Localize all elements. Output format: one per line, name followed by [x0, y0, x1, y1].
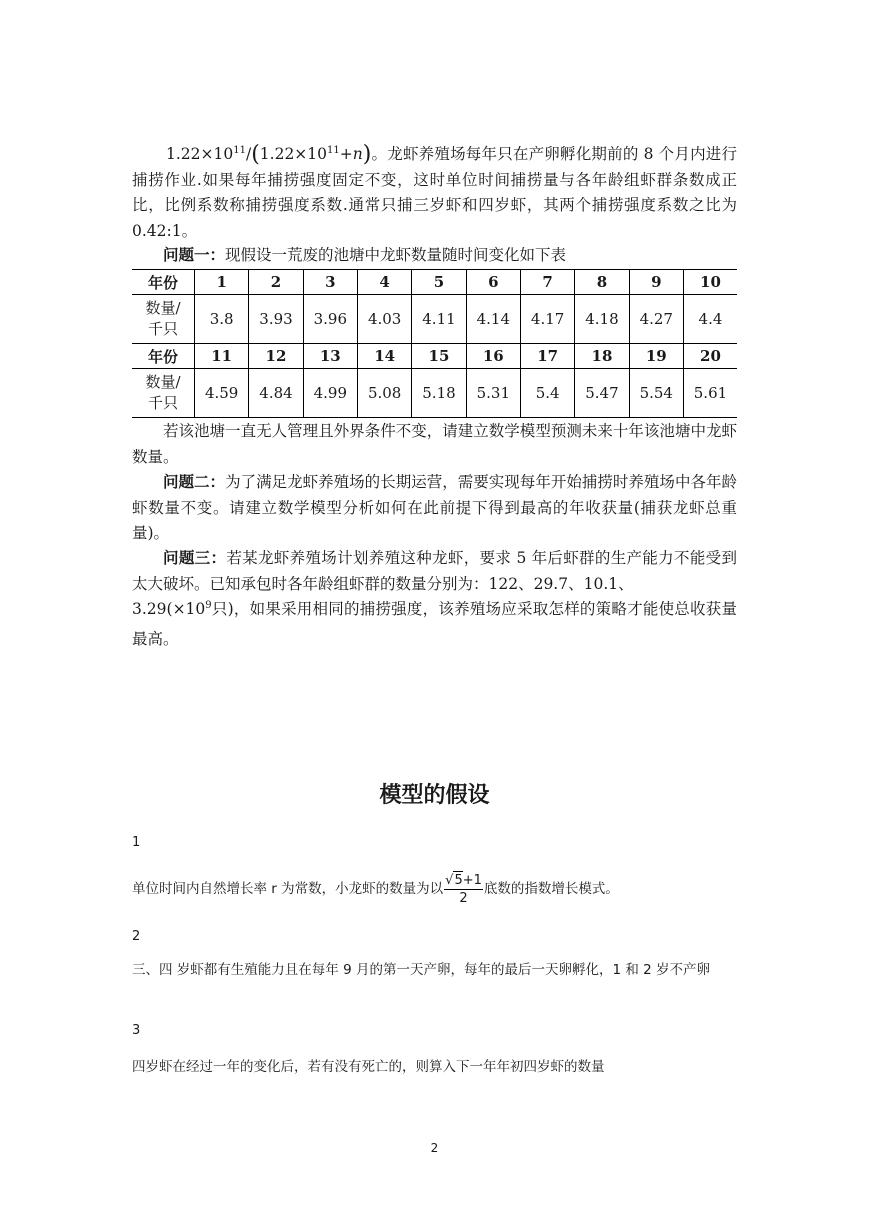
quantity-cell: 5.4 [520, 369, 574, 418]
after-table-paragraph: 若该池塘一直无人管理且外界条件不变，请建立数学模型预测未来十年该池塘中龙虾数量。 [132, 422, 737, 466]
quantity-cell: 3.96 [303, 295, 357, 344]
quantity-cell: 4.18 [575, 295, 629, 344]
golden-ratio-fraction [444, 871, 483, 907]
quantity-cell: 4.99 [303, 369, 357, 418]
question-3-continued [132, 594, 737, 654]
year-cell: 8 [575, 270, 629, 295]
formula-part: 1.22×10 [166, 145, 234, 163]
section-title: 模型的假设 [379, 783, 490, 808]
question-2 [132, 470, 737, 547]
quantity-cell: 4.4 [683, 295, 737, 344]
table-value-row [132, 295, 737, 344]
quantity-header-cell [132, 369, 195, 418]
year-cell: 5 [412, 270, 466, 295]
question-3-text-end: 只)，如果采用相同的捕捞强度，该养殖场应采取怎样的策略才能使总收获量最高。 [132, 600, 737, 648]
quantity-unit-line: 千只 [147, 394, 178, 412]
quantity-cell: 4.14 [466, 295, 520, 344]
assumption-number: 1 [132, 835, 141, 850]
assumption-1-text: 单位时间内自然增长率 r 为常数，小龙虾的数量为以 [132, 881, 444, 897]
quantity-cell: 5.18 [412, 369, 466, 418]
quantity-cell: 4.17 [520, 295, 574, 344]
quantity-header-cell [132, 295, 195, 344]
year-cell: 11 [195, 344, 249, 369]
quantity-cell: 5.61 [683, 369, 737, 418]
intro-rest-text: 行捕捞作业.如果每年捕捞强度固定不变，这时单位时间捕捞量与各年龄组虾群条数成正比，比例系数称捕捞强度系数.通常只捕三岁虾和四岁虾，其两个捕捞强度系数之比为 0.42:1。 [132, 145, 737, 240]
quantity-cell: 4.03 [357, 295, 411, 344]
year-cell: 18 [575, 344, 629, 369]
assumption-1-text-end: 底数的指数增长模式。 [483, 881, 619, 897]
year-cell: 13 [303, 344, 357, 369]
formula-plus: + [339, 145, 353, 163]
year-header-cell: 年份 [132, 344, 195, 369]
year-header-cell: 年份 [132, 270, 195, 295]
year-cell: 20 [683, 344, 737, 369]
question-1 [132, 243, 737, 269]
year-cell: 1 [195, 270, 249, 295]
year-cell: 7 [520, 270, 574, 295]
formula-part: 1.22×10 [259, 145, 328, 163]
assumption-3: 四岁虾在经过一年的变化后，若有没有死亡的，则算入下一年年初四岁虾的数量 [132, 1059, 605, 1075]
numerator-rest: +1 [462, 873, 482, 888]
quantity-cell: 3.93 [249, 295, 303, 344]
question-3-text: 若某龙虾养殖场计划养殖这种龙虾，要求 5 年后虾群的生产能力不能受到太大破坏。已知承包时各年龄组虾群的数量分别为：122、29.7、10.1、 [132, 549, 737, 593]
quantity-cell: 4.84 [249, 369, 303, 418]
year-cell: 3 [303, 270, 357, 295]
multiplier-exponent: 9 [205, 600, 212, 611]
intro-paragraph [132, 142, 737, 244]
year-cell: 15 [412, 344, 466, 369]
assumption-2: 三、四 岁虾都有生殖能力且在每年 9 月的第一天产卵，每年的最后一天卵孵化，1 和 2 岁不产卵 [132, 962, 711, 978]
year-cell: 12 [249, 344, 303, 369]
question-3-value: 3.29( [132, 600, 173, 618]
question-3-multiplier [173, 600, 212, 618]
quantity-cell: 4.11 [412, 295, 466, 344]
multiplier-base: ×10 [172, 600, 206, 618]
year-cell: 10 [683, 270, 737, 295]
year-cell: 9 [629, 270, 683, 295]
quantity-label-line: 数量/ [145, 299, 181, 317]
formula-variable: n [352, 145, 363, 163]
table-year-row [132, 344, 737, 369]
quantity-cell: 4.27 [629, 295, 683, 344]
quantity-cell: 4.59 [195, 369, 249, 418]
sqrt-radicand: 5 [454, 873, 463, 888]
quantity-cell: 5.54 [629, 369, 683, 418]
intro-line1-text: 。龙虾养殖场每年只在产卵孵化期前的 8 个月内进 [371, 145, 722, 163]
formula-exponent: 11 [327, 145, 340, 156]
year-cell: 16 [466, 344, 520, 369]
year-cell: 19 [629, 344, 683, 369]
fraction-denominator: 2 [459, 891, 468, 906]
quantity-label-line: 数量/ [145, 373, 181, 391]
capture-formula: $1.22\times 10^{11}/(1.22\times 10^{11}+n)$ [166, 142, 372, 167]
year-cell: 6 [466, 270, 520, 295]
question-1-text: 现假设一荒废的池塘中龙虾数量随时间变化如下表 [225, 246, 567, 264]
year-cell: 4 [357, 270, 411, 295]
table-year-row [132, 270, 737, 295]
quantity-cell: 5.08 [357, 369, 411, 418]
assumption-number: 3 [132, 1023, 141, 1038]
question-2-text: 为了满足龙虾养殖场的长期运营，需要实现每年开始捕捞时养殖场中各年龄虾数量不变。请建立数学模型分析如何在此前提下得到最高的年收获量(捕获龙虾总重量)。 [132, 473, 737, 542]
assumption-number: 2 [132, 929, 141, 944]
formula-exponent: 11 [233, 145, 246, 156]
crayfish-population-table [132, 269, 737, 418]
year-cell: 14 [357, 344, 411, 369]
question-3-label: 问题三： [163, 549, 227, 567]
question-1-label: 问题一： [163, 246, 226, 264]
table-value-row [132, 369, 737, 418]
page-number: 2 [430, 1141, 439, 1155]
quantity-cell: 5.47 [575, 369, 629, 418]
question-3 [132, 546, 737, 597]
assumption-1 [132, 871, 742, 907]
fraction-numerator: √5+1 [445, 873, 482, 888]
year-cell: 17 [520, 344, 574, 369]
question-2-label: 问题二： [163, 473, 226, 491]
quantity-cell: 5.31 [466, 369, 520, 418]
quantity-cell: 3.8 [195, 295, 249, 344]
formula-slash: / [245, 145, 252, 163]
quantity-unit-line: 千只 [147, 320, 178, 338]
year-cell: 2 [249, 270, 303, 295]
